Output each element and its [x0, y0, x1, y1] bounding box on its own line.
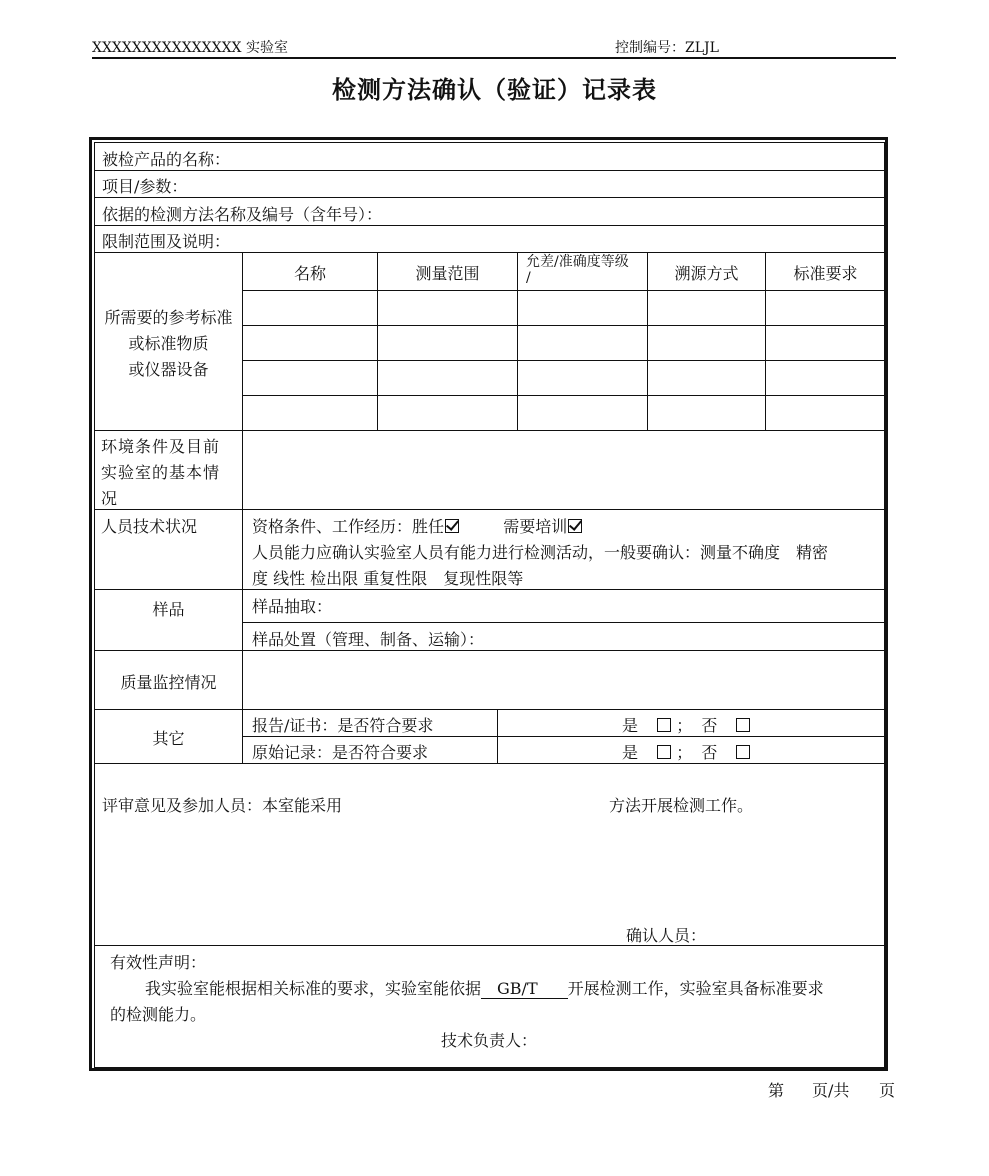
ref-header-tolerance-line1: 允差/准确度等级 [526, 254, 629, 270]
environment-label-line: 环境条件及目前 [101, 437, 221, 456]
ref-row-divider [242, 290, 885, 291]
validity-heading: 有效性声明： [110, 953, 207, 972]
training-checkbox[interactable] [568, 519, 582, 533]
sample-sampling: 样品抽取： [252, 597, 333, 616]
validity-statement-line1 [145, 976, 824, 999]
ref-header-traceability: 溯源方式 [674, 264, 739, 283]
method-label: 依据的检测方法名称及编号（含年号）： [102, 205, 383, 224]
environment-label-line: 实验室的基本情 [101, 463, 221, 482]
row-divider [95, 430, 885, 431]
other-row-divider [242, 736, 885, 737]
ref-row-divider [242, 360, 885, 361]
personnel-description-line2: 度 线性 检出限 重复性限 复现性限等 [252, 569, 524, 588]
personnel-qualification [252, 514, 582, 537]
confirmer-label: 确认人员： [626, 926, 707, 945]
separator: ； [676, 716, 693, 735]
ref-label-line: 或标准物质 [128, 334, 209, 353]
other-col-divider [497, 709, 498, 763]
review-opinion-tail: 方法开展检测工作。 [609, 796, 754, 815]
personnel-label: 人员技术状况 [101, 517, 198, 536]
page-number-suffix: 页 [879, 1081, 896, 1100]
technical-manager-label: 技术负责人： [441, 1031, 538, 1050]
standard-number-field[interactable]: GB/T [481, 979, 568, 999]
row-divider [95, 170, 885, 171]
ref-header-tolerance [526, 254, 629, 286]
ref-header-range: 测量范围 [415, 264, 480, 283]
row-divider [95, 763, 885, 764]
separator: ； [676, 743, 693, 762]
ref-header-requirement: 标准要求 [793, 264, 858, 283]
no-text: 否 [701, 716, 718, 735]
row-divider [95, 650, 885, 651]
report-no-checkbox[interactable] [736, 718, 750, 732]
ref-col-divider [517, 252, 518, 430]
row-divider [95, 709, 885, 710]
quality-monitoring-label: 质量监控情况 [120, 673, 217, 692]
personnel-description-line1: 人员能力应确认实验室人员有能力进行检测活动，一般要确认：测量不确度 精密 [252, 543, 829, 562]
row-divider [95, 225, 885, 226]
product-name-label: 被检产品的名称： [102, 150, 231, 169]
validity-text-b: 开展检测工作，实验室具备标准要求 [567, 979, 824, 998]
review-opinion-label: 评审意见及参加人员：本室能采用 [102, 796, 343, 815]
validity-statement-line2: 的检测能力。 [110, 1005, 207, 1024]
control-number: 控制编号：ZLJL [615, 40, 719, 56]
environment-label-line: 况 [101, 489, 119, 508]
training-text: 需要培训 [503, 517, 568, 536]
lab-name: XXXXXXXXXXXXXXX 实验室 [92, 40, 288, 56]
ref-header-tolerance-line2: / [526, 270, 531, 286]
ref-row-divider [242, 325, 885, 326]
header-rule [92, 57, 896, 59]
ref-row-divider [242, 395, 885, 396]
qualification-text: 资格条件、工作经历：胜任 [252, 517, 445, 536]
environment-label [101, 434, 220, 512]
sample-handling: 样品处置（管理、制备、运输）： [252, 630, 485, 649]
limit-label: 限制范围及说明： [102, 232, 231, 251]
report-compliance-label: 报告/证书：是否符合要求 [252, 716, 434, 735]
original-yes-checkbox[interactable] [657, 745, 671, 759]
ref-header-name: 名称 [293, 264, 326, 283]
original-record-compliance-label: 原始记录：是否符合要求 [252, 743, 429, 762]
other-label: 其它 [152, 729, 185, 748]
original-yes-no [622, 740, 750, 763]
item-parameter-label: 项目/参数： [102, 177, 188, 196]
ref-label-line: 所需要的参考标准 [104, 308, 233, 327]
sample-label: 样品 [152, 600, 185, 619]
row-divider [95, 589, 885, 590]
yes-text: 是 [622, 716, 639, 735]
ref-label-line: 或仪器设备 [128, 360, 209, 379]
competent-checkbox[interactable] [445, 519, 459, 533]
report-yes-no [622, 713, 750, 736]
row-divider [95, 252, 885, 253]
page-title: 检测方法确认（验证）记录表 [332, 75, 657, 104]
report-yes-checkbox[interactable] [657, 718, 671, 732]
page-number-prefix: 第 [768, 1081, 785, 1100]
page-number-middle: 页/共 [812, 1081, 850, 1100]
row-divider [95, 945, 885, 946]
validity-text-a: 我实验室能根据相关标准的要求，实验室能依据 [145, 979, 482, 998]
label-column-divider [242, 252, 243, 763]
sample-row-divider [242, 622, 885, 623]
yes-text: 是 [622, 743, 639, 762]
row-divider [95, 197, 885, 198]
original-no-checkbox[interactable] [736, 745, 750, 759]
no-text: 否 [701, 743, 718, 762]
